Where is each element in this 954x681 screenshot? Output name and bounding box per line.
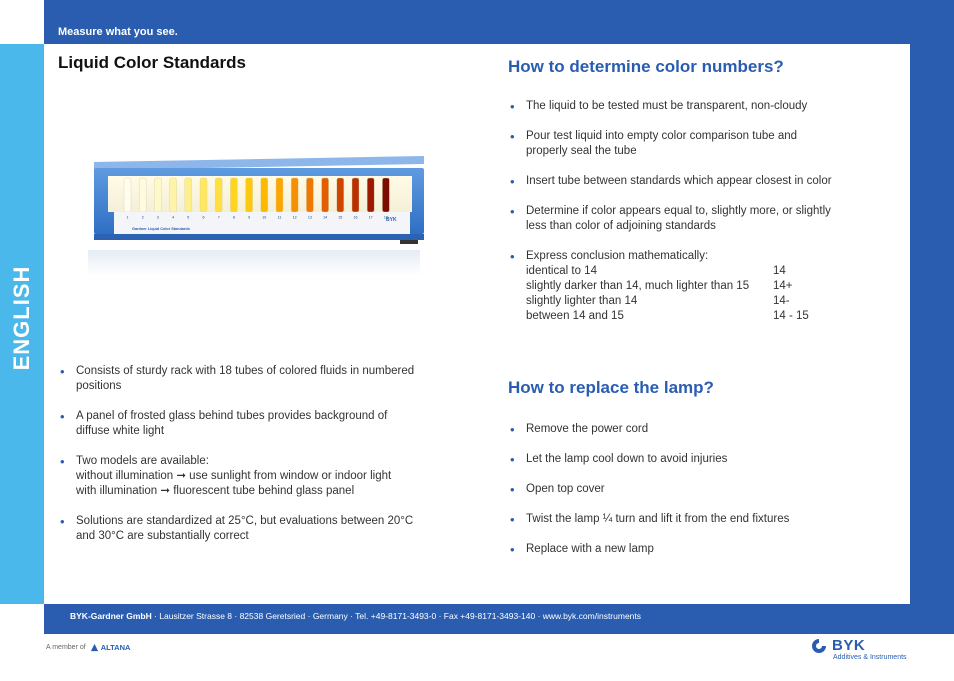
tube-number: 11: [277, 215, 282, 220]
footer-company: BYK-Gardner GmbH: [70, 611, 152, 621]
expression-value: 14 - 15: [773, 310, 809, 322]
tube-number: 10: [262, 215, 267, 220]
color-tube: [291, 178, 298, 212]
feature-item-line: • Two models are available:: [76, 455, 209, 467]
feature-item-line: and 30°C are substantially correct: [76, 530, 249, 542]
lamp-step-item-line: • Replace with a new lamp: [526, 543, 654, 555]
feature-item-line: diffuse white light: [76, 425, 165, 437]
tube-number: 18: [383, 215, 388, 220]
footer-address-text: · Lausitzer Strasse 8 · 82538 Geretsried · Germany · Tel. +49-8171-3493-0 · Fax +49-8171-3493-140 · www.byk.com/instruments: [151, 611, 642, 621]
member-of-label: A member of: [46, 644, 86, 651]
lamp-step-item-line: • Open top cover: [526, 483, 605, 495]
determine-step-item: [508, 129, 868, 159]
feature-item: [58, 364, 448, 394]
lamp-step-item-line: • Remove the power cord: [526, 423, 649, 435]
determine-step-item-line: properly seal the tube: [526, 145, 637, 157]
expression-label: between 14 and 15: [526, 310, 624, 322]
determine-step-item: [508, 99, 868, 114]
tube-number: 12: [292, 215, 297, 220]
color-tube: [276, 178, 283, 212]
color-tube: [306, 178, 313, 212]
color-tube: [124, 178, 131, 212]
lamp-step-item: [508, 512, 868, 527]
feature-item-line: without illumination ➞ use sunlight from window or indoor light: [76, 470, 392, 482]
tube-number: 15: [338, 215, 343, 220]
color-tube: [185, 178, 192, 212]
feature-item: [58, 514, 448, 544]
color-tube: [215, 178, 222, 212]
byk-wordmark: BYK: [832, 637, 866, 654]
determine-step-item: [508, 174, 868, 189]
determine-step-item-line: less than color of adjoining standards: [526, 220, 716, 232]
color-tube: [246, 178, 253, 212]
top-bar: [44, 0, 954, 44]
expression-table: [526, 264, 868, 324]
feature-item-line: • A panel of frosted glass behind tubes provides background of: [76, 410, 388, 422]
feature-item-line: positions: [76, 380, 122, 392]
altana-logo: [90, 643, 131, 652]
expression-label: slightly lighter than 14: [526, 295, 638, 307]
right-edge-band: [910, 44, 954, 604]
tube-number: 7: [217, 215, 220, 220]
expression-item: [508, 249, 868, 324]
color-tube: [352, 178, 359, 212]
tagline: Measure what you see.: [58, 26, 178, 38]
lamp-step-item: [508, 452, 868, 467]
determine-step-item-line: • Insert tube between standards which appear closest in color: [526, 175, 832, 187]
member-of: [46, 643, 130, 652]
panel-label: Gardner Liquid Color Standards: [132, 227, 190, 231]
tube-number: 8: [232, 215, 235, 220]
feature-item: [58, 409, 448, 439]
feature-item-line: • Consists of sturdy rack with 18 tubes of colored fluids in numbered: [76, 365, 415, 377]
tube-number: 17: [368, 215, 373, 220]
color-tube: [337, 178, 344, 212]
determine-step-item-line: • Determine if color appears equal to, slightly more, or slightly: [526, 205, 831, 217]
byk-logo: [810, 637, 865, 654]
lamp-steps-list: [508, 422, 868, 572]
altana-icon: [90, 643, 99, 652]
lamp-step-item: [508, 482, 868, 497]
section-title-liquid-color-standards: Liquid Color Standards: [58, 53, 246, 72]
tube-number: 2: [141, 215, 144, 220]
tube-number: 1: [126, 215, 129, 220]
color-tube: [367, 178, 374, 212]
tube-number: 5: [187, 215, 190, 220]
determine-step-item-line: • The liquid to be tested must be transparent, non-cloudy: [526, 100, 808, 112]
color-tube: [261, 178, 268, 212]
determine-step-item: [508, 204, 868, 234]
features-list: [58, 364, 448, 559]
color-tube: [139, 178, 146, 212]
expression-value: 14: [773, 265, 786, 277]
color-tube: [230, 178, 237, 212]
tube-number: 4: [172, 215, 175, 220]
color-tube: [382, 178, 389, 212]
lamp-step-item: [508, 422, 868, 437]
section-title-determine: How to determine color numbers?: [508, 57, 784, 76]
byk-tagline: Additives & Instruments: [833, 654, 907, 661]
tube-number: 3: [156, 215, 159, 220]
section-title-lamp: How to replace the lamp?: [508, 378, 714, 397]
determine-steps-list: [508, 99, 868, 339]
footer-address: [70, 611, 641, 621]
feature-item-line: • Solutions are standardized at 25°C, but evaluations between 20°C: [76, 515, 414, 527]
color-tube: [154, 178, 161, 212]
tube-number: 13: [307, 215, 312, 220]
expression-value: 14+: [773, 280, 793, 292]
byk-swirl-icon: [810, 638, 828, 654]
color-tube: [200, 178, 207, 212]
color-tube: [170, 178, 177, 212]
lamp-step-item-line: • Let the lamp cool down to avoid injuries: [526, 453, 728, 465]
color-tube: [322, 178, 329, 212]
tube-number: 14: [323, 215, 328, 220]
tube-number: 16: [353, 215, 358, 220]
feature-item-line: with illumination ➞ fluorescent tube behind glass panel: [76, 485, 355, 497]
lamp-step-item: [508, 542, 868, 557]
rack-brand: BYK: [386, 217, 397, 223]
tube-number: 6: [202, 215, 205, 220]
expression-label: slightly darker than 14, much lighter than 15: [526, 280, 750, 292]
language-label: ENGLISH: [9, 265, 34, 371]
feature-item: [58, 454, 448, 499]
expression-value: 14-: [773, 295, 790, 307]
determine-step-item-line: • Pour test liquid into empty color comparison tube and: [526, 130, 798, 142]
expression-intro: • Express conclusion mathematically:: [526, 250, 709, 262]
lamp-step-item-line: • Twist the lamp ¼ turn and lift it from the end fixtures: [526, 513, 790, 525]
altana-wordmark: ALTANA: [100, 643, 131, 652]
tube-number: 9: [248, 215, 251, 220]
expression-label: identical to 14: [526, 265, 597, 277]
product-photo: [80, 138, 438, 278]
